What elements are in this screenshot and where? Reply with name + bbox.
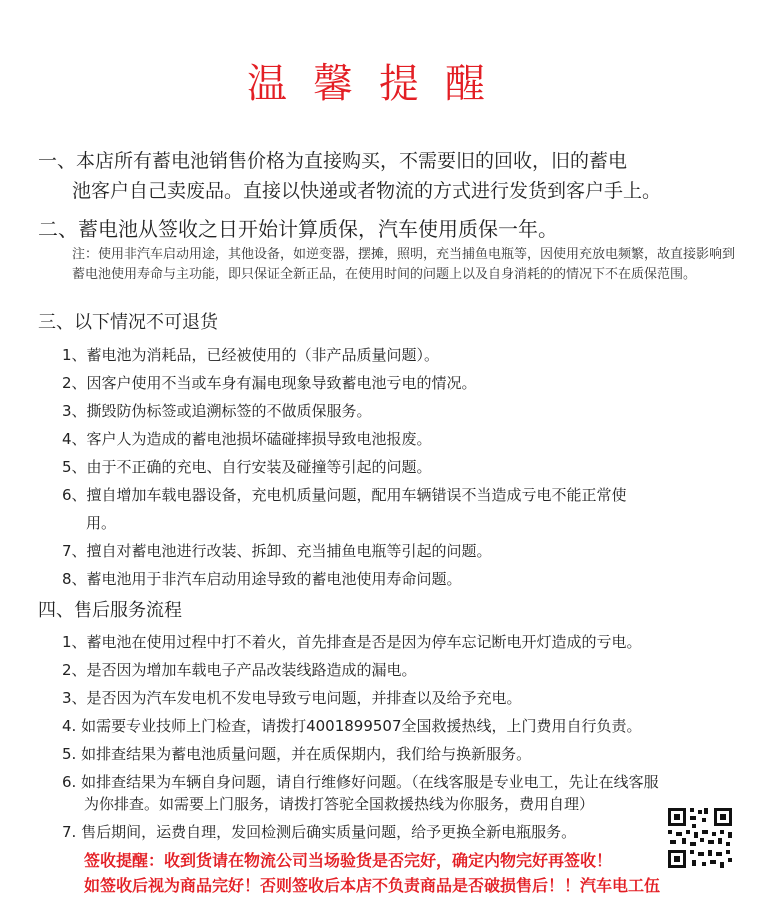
s3-item-6-cont: 用。 <box>86 514 117 532</box>
section-2-note: 注：使用非汽车启动用途，其他设备，如逆变器，摆摊，照明，充当捕鱼电瓶等，因使用充放电频繁，故直接影响到蓄电池使用寿命与主功能，即只保证全新正品，在使用时间的问题上以及自身消耗的的情况下不在质保范围。 <box>72 247 736 282</box>
section-1-line-1: 一、本店所有蓄电池销售价格为直接购买，不需要旧的回收，旧的蓄电 <box>38 150 628 172</box>
s4-item-7: 7. 售后期间，运费自理，发回检测后确实质量问题，给予更换全新电瓶服务。 <box>62 823 577 841</box>
section-1 <box>38 146 738 206</box>
s3-item-8: 8、蓄电池用于非汽车启动用途导致的蓄电池使用寿命问题。 <box>62 570 462 588</box>
s3-item-3: 3、撕毁防伪标签或追溯标签的不做质保服务。 <box>62 402 372 420</box>
section-2-heading: 二、蓄电池从签收之日开始计算质保，汽车使用质保一年。 <box>38 217 558 241</box>
s3-item-7: 7、擅自对蓄电池进行改装、拆卸、充当捕鱼电瓶等引起的问题。 <box>62 542 492 560</box>
section-4-heading: 四、售后服务流程 <box>38 600 182 621</box>
s4-item-3: 3、是否因为汽车发电机不发电导致亏电问题，并排查以及给予充电。 <box>62 689 522 707</box>
s3-item-4: 4、客户人为造成的蓄电池损坏磕碰摔损导致电池报废。 <box>62 430 432 448</box>
page-title: 温馨提醒 <box>247 61 511 107</box>
section-1-line-2: 池客户自己卖废品。直接以快递或者物流的方式进行发货到客户手上。 <box>72 180 662 202</box>
s3-item-1: 1、蓄电池为消耗品，已经被使用的（非产品质量问题）。 <box>62 346 440 364</box>
qr-code-icon <box>666 806 734 870</box>
warning-line-2: 如签收后视为商品完好！否则签收后本店不负责商品是否破损售后！！汽车电工伍 <box>84 876 661 895</box>
section-3-heading: 三、以下情况不可退货 <box>38 312 218 333</box>
s3-item-5: 5、由于不正确的充电、自行安装及碰撞等引起的问题。 <box>62 458 432 476</box>
s4-item-1: 1、蓄电池在使用过程中打不着火，首先排查是否是因为停车忘记断电开灯造成的亏电。 <box>62 633 642 651</box>
s4-item-5: 5. 如排查结果为蓄电池质量问题，并在质保期内，我们给与换新服务。 <box>62 745 532 763</box>
s4-item-2: 2、是否因为增加车载电子产品改装线路造成的漏电。 <box>62 661 417 679</box>
s4-item-6-cont: 为你排查。如需要上门服务，请拨打答驼全国救援热线为你服务，费用自理） <box>84 795 595 813</box>
s3-item-6: 6、擅自增加车载电器设备，充电机质量问题，配用车辆错误不当造成亏电不能正常使 <box>62 486 627 504</box>
warning-line-1: 签收提醒：收到货请在物流公司当场验货是否完好，确定内物完好再签收！ <box>84 851 613 870</box>
s4-item-6: 6. 如排查结果为车辆自身问题，请自行维修好问题。（在线客服是专业电工，先让在线客服 <box>62 773 659 791</box>
s3-item-2: 2、因客户使用不当或车身有漏电现象导致蓄电池亏电的情况。 <box>62 374 477 392</box>
s4-item-4: 4. 如需要专业技师上门检查，请拨打4001899507全国救援热线，上门费用自行负责。 <box>62 717 642 735</box>
